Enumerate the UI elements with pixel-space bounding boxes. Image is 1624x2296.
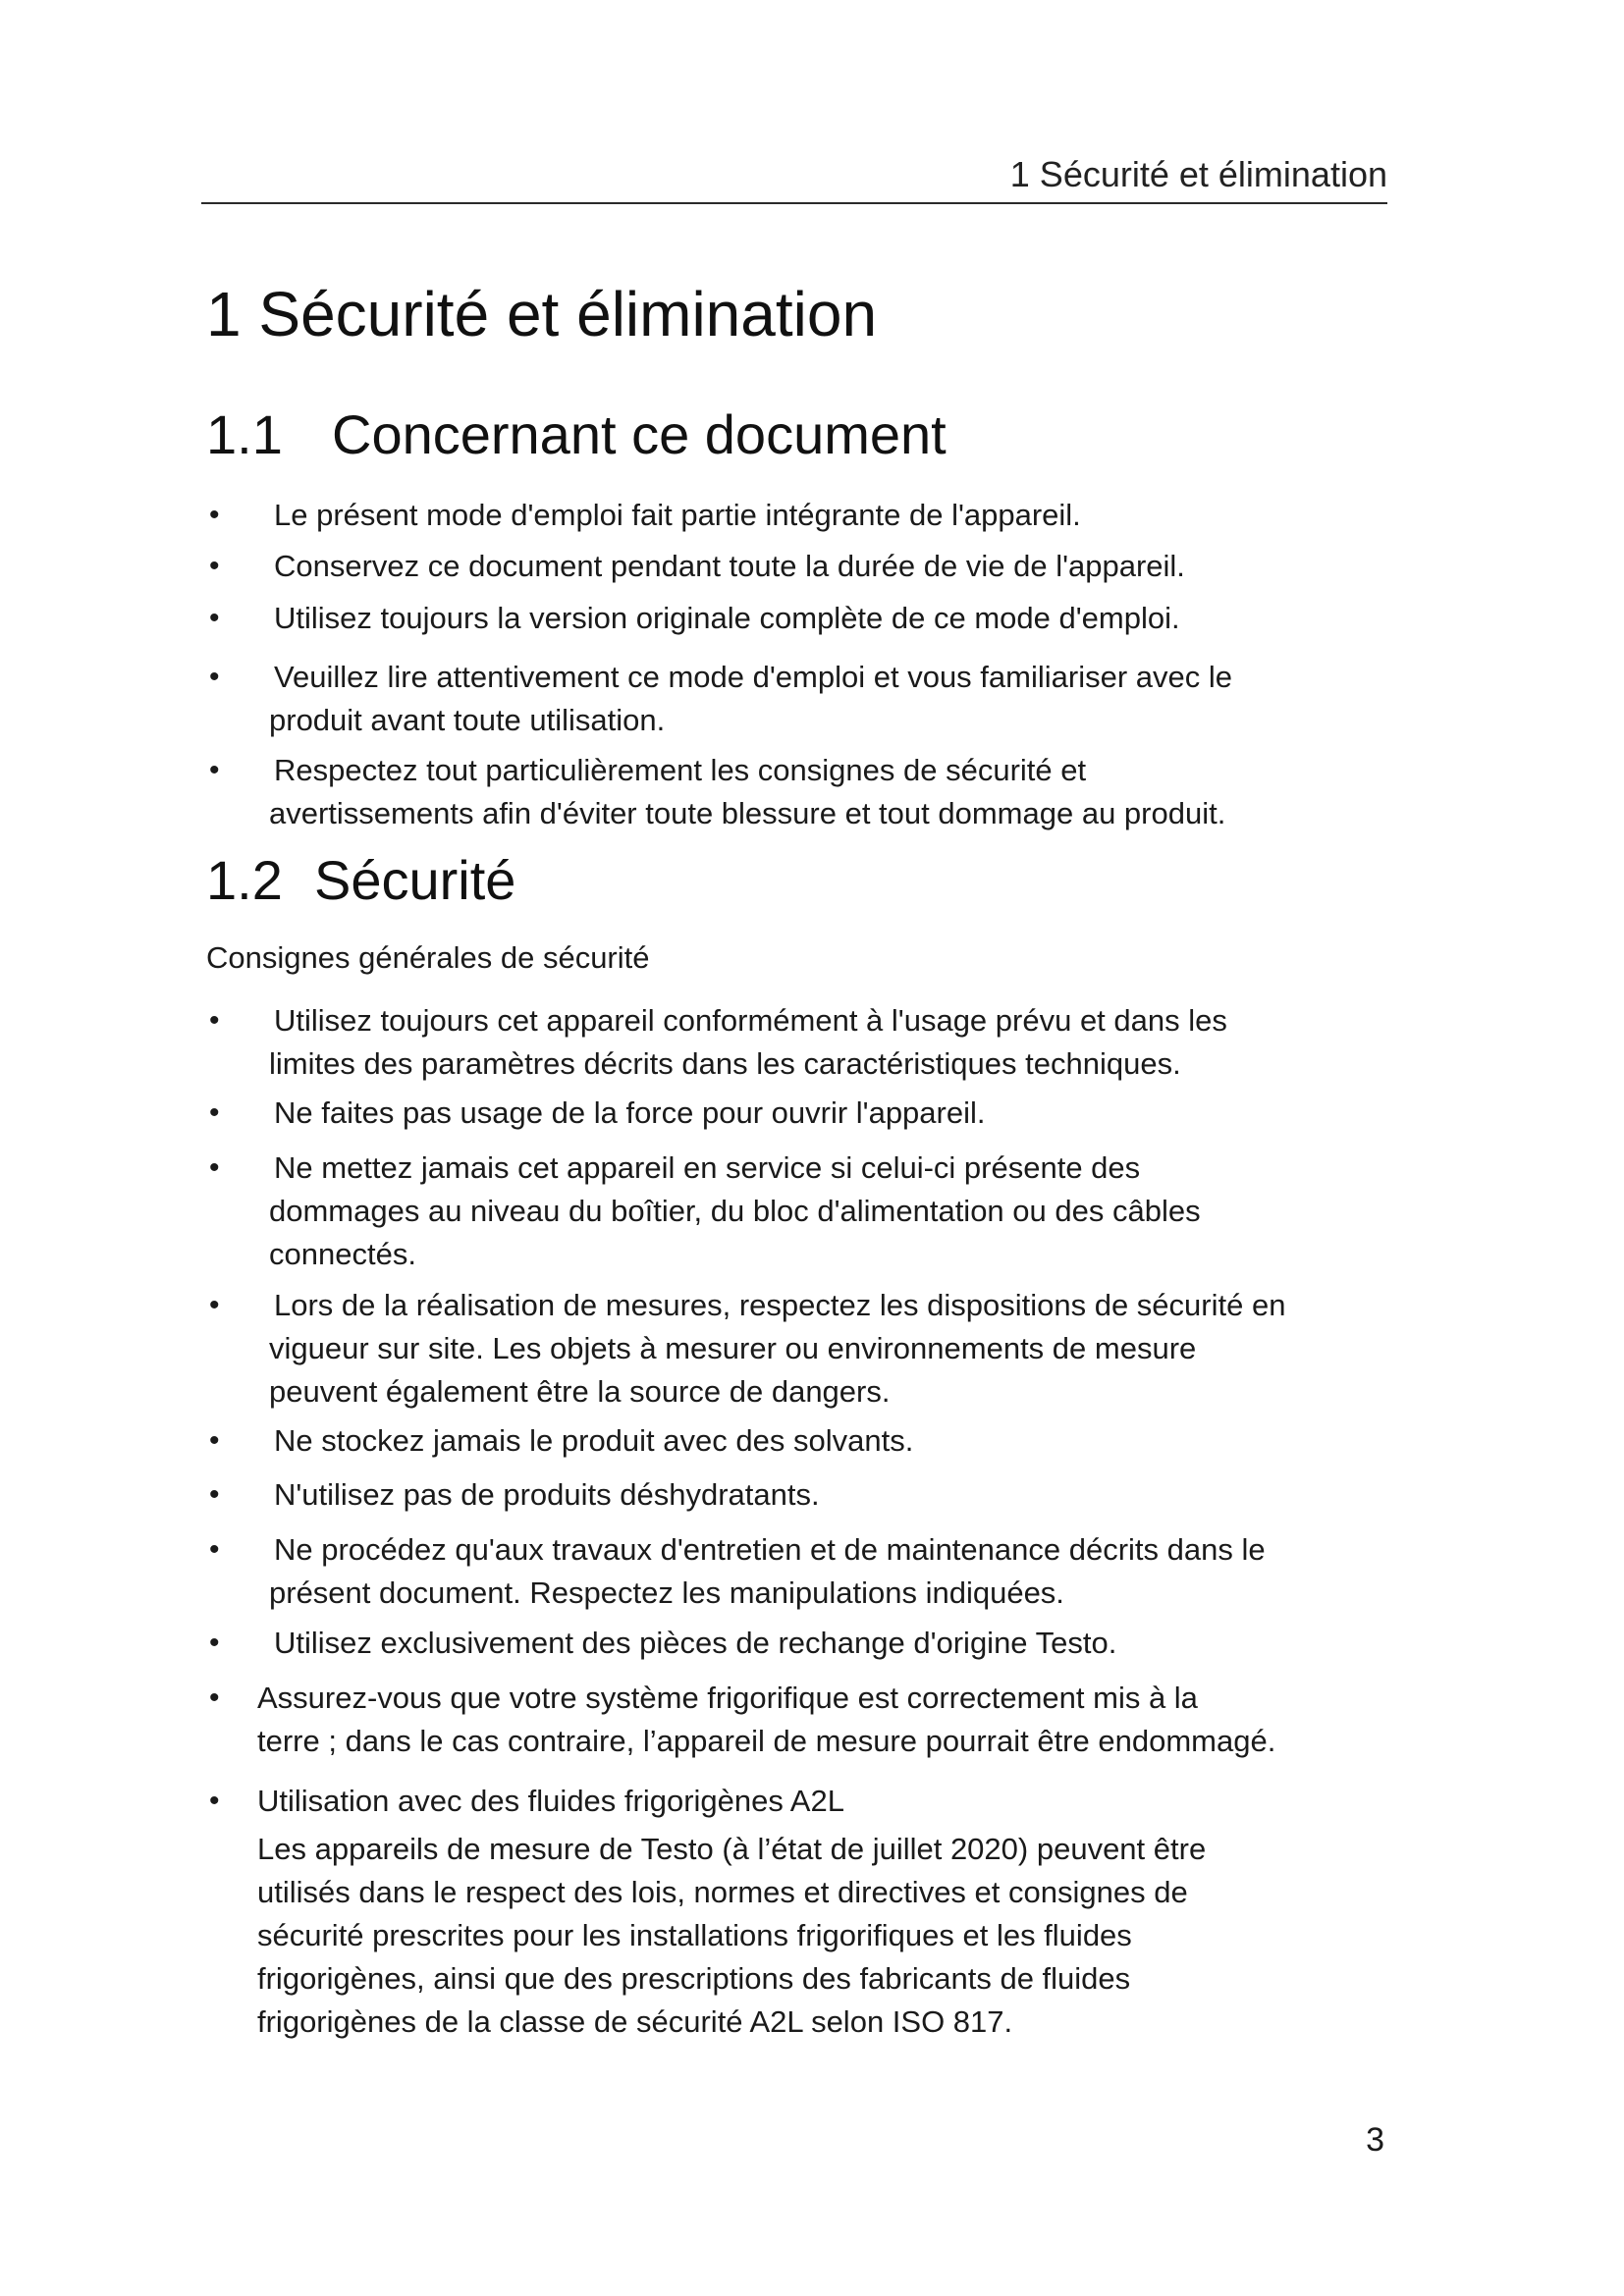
page-number: 3 (1366, 2121, 1384, 2159)
bullet-icon: • (209, 661, 220, 693)
list-item-text: Utilisation avec des fluides frigorigènes A2L (257, 1784, 844, 1818)
section-heading-1-1 (206, 400, 947, 469)
list-item-text: Le présent mode d'emploi fait partie intégrante de l'appareil. (274, 498, 1081, 532)
bullet-icon: • (209, 1785, 220, 1817)
a2l-paragraph-line: frigorigènes, ainsi que des prescriptions des fabricants de fluides (257, 1961, 1131, 1996)
bullet-icon: • (209, 602, 220, 634)
bullet-icon: • (209, 1096, 220, 1129)
running-header: 1 Sécurité et élimination (201, 147, 1387, 204)
a2l-paragraph-line: Les appareils de mesure de Testo (à l’état de juillet 2020) peuvent être (257, 1832, 1207, 1866)
a2l-paragraph-line: sécurité prescrites pour les installations frigorifiques et les fluides (257, 1918, 1132, 1952)
subheading-general-safety: Consignes générales de sécurité (206, 940, 650, 975)
list-item-text: avertissements afin d'éviter toute blessure et tout dommage au produit. (269, 796, 1226, 830)
section-number: 1.2 (206, 849, 283, 911)
bullet-icon: • (209, 1151, 220, 1184)
section-title-text: Sécurité (314, 849, 516, 911)
chapter-title: 1 Sécurité et élimination (206, 279, 878, 349)
list-item-text: présent document. Respectez les manipulations indiquées. (269, 1575, 1064, 1610)
section-number: 1.1 (206, 403, 283, 465)
bullet-icon: • (209, 499, 220, 531)
a2l-paragraph-line: utilisés dans le respect des lois, normes et directives et consignes de (257, 1875, 1188, 1909)
list-item-text: Veuillez lire attentivement ce mode d'emploi et vous familiariser avec le (274, 660, 1232, 694)
list-item-text: vigueur sur site. Les objets à mesurer ou environnements de mesure (269, 1331, 1197, 1365)
a2l-paragraph-line: frigorigènes de la classe de sécurité A2L selon ISO 817. (257, 2004, 1013, 2039)
list-item-text: dommages au niveau du boîtier, du bloc d'alimentation ou des câbles (269, 1194, 1201, 1228)
list-item-text: Utilisez exclusivement des pièces de rechange d'origine Testo. (274, 1626, 1117, 1660)
list-item-text: limites des paramètres décrits dans les caractéristiques techniques. (269, 1046, 1181, 1081)
list-item-text: produit avant toute utilisation. (269, 703, 666, 737)
list-item-text: Ne stockez jamais le produit avec des solvants. (274, 1423, 914, 1458)
bullet-icon: • (209, 1289, 220, 1321)
section-heading-1-2 (206, 846, 515, 915)
bullet-icon: • (209, 1533, 220, 1566)
list-item-text: Ne mettez jamais cet appareil en service si celui-ci présente des (274, 1150, 1141, 1185)
list-item-text: peuvent également être la source de dangers. (269, 1374, 891, 1409)
bullet-icon: • (209, 1682, 220, 1714)
section-title-text: Concernant ce document (332, 403, 947, 465)
list-item-text: Utilisez toujours cet appareil conformément à l'usage prévu et dans les (274, 1003, 1227, 1038)
list-item-text: N'utilisez pas de produits déshydratants. (274, 1477, 820, 1512)
list-item-text: connectés. (269, 1237, 416, 1271)
list-item-text: Assurez-vous que votre système frigorifique est correctement mis à la (257, 1681, 1198, 1715)
list-item-text: Ne procédez qu'aux travaux d'entretien et de maintenance décrits dans le (274, 1532, 1266, 1567)
list-item-text: Ne faites pas usage de la force pour ouvrir l'appareil. (274, 1095, 986, 1130)
list-item-text: Respectez tout particulièrement les consignes de sécurité et (274, 753, 1087, 787)
list-item-text: Conservez ce document pendant toute la durée de vie de l'appareil. (274, 549, 1185, 583)
bullet-icon: • (209, 1424, 220, 1457)
bullet-icon: • (209, 1478, 220, 1511)
list-item-text: terre ; dans le cas contraire, l’appareil de mesure pourrait être endommagé. (257, 1724, 1276, 1758)
bullet-icon: • (209, 1004, 220, 1037)
list-item-text: Utilisez toujours la version originale complète de ce mode d'emploi. (274, 601, 1180, 635)
list-item-text: Lors de la réalisation de mesures, respectez les dispositions de sécurité en (274, 1288, 1286, 1322)
bullet-icon: • (209, 1627, 220, 1659)
bullet-icon: • (209, 754, 220, 786)
bullet-icon: • (209, 550, 220, 582)
